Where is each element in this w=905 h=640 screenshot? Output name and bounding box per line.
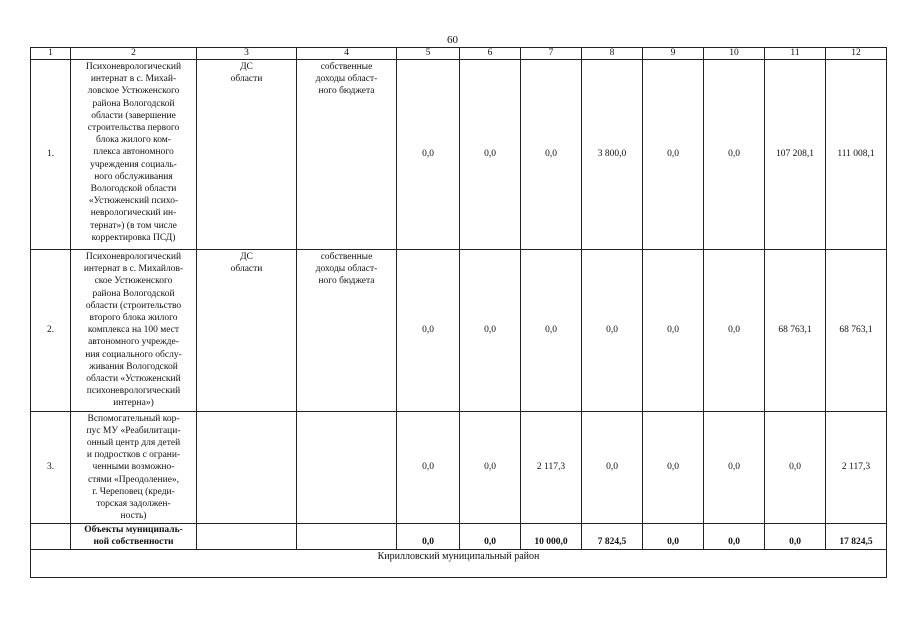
total-value: 0,0 bbox=[397, 524, 460, 550]
header-row bbox=[31, 48, 887, 60]
total-value: 0,0 bbox=[460, 524, 521, 550]
value-cell: 0,0 bbox=[521, 60, 582, 250]
value-cell: 0,0 bbox=[704, 60, 765, 250]
table-row bbox=[31, 250, 887, 412]
header-cell: 9 bbox=[643, 48, 704, 60]
total-value: 0,0 bbox=[704, 524, 765, 550]
funding-source bbox=[297, 411, 397, 524]
budget-table bbox=[30, 47, 887, 578]
customer: ДС области bbox=[197, 250, 297, 412]
customer: ДС области bbox=[197, 60, 297, 250]
header-cell: 3 bbox=[197, 48, 297, 60]
funding-source: собственные доходы област- ного бюджета bbox=[297, 250, 397, 412]
value-cell: 0,0 bbox=[397, 411, 460, 524]
total-value: 0,0 bbox=[643, 524, 704, 550]
header-cell: 12 bbox=[826, 48, 887, 60]
value-cell: 0,0 bbox=[582, 250, 643, 412]
value-cell: 0,0 bbox=[521, 250, 582, 412]
value-cell: 0,0 bbox=[765, 411, 826, 524]
total-row bbox=[31, 524, 887, 550]
header-cell: 5 bbox=[397, 48, 460, 60]
value-cell: 0,0 bbox=[643, 60, 704, 250]
value-cell: 3 800,0 bbox=[582, 60, 643, 250]
total-empty-cell bbox=[197, 524, 297, 550]
value-cell: 0,0 bbox=[704, 411, 765, 524]
section-row bbox=[31, 550, 887, 578]
header-cell: 11 bbox=[765, 48, 826, 60]
value-cell: 0,0 bbox=[397, 250, 460, 412]
value-cell: 111 008,1 bbox=[826, 60, 887, 250]
total-empty-cell bbox=[297, 524, 397, 550]
value-cell: 2 117,3 bbox=[521, 411, 582, 524]
row-index: 3. bbox=[31, 411, 71, 524]
total-value: 7 824,5 bbox=[582, 524, 643, 550]
table-row bbox=[31, 411, 887, 524]
table-row bbox=[31, 60, 887, 250]
header-cell: 1 bbox=[31, 48, 71, 60]
header-cell: 6 bbox=[460, 48, 521, 60]
header-cell: 2 bbox=[71, 48, 197, 60]
value-cell: 68 763,1 bbox=[826, 250, 887, 412]
value-cell: 0,0 bbox=[582, 411, 643, 524]
value-cell: 107 208,1 bbox=[765, 60, 826, 250]
object-name: Вспомогательный кор- пус МУ «Реабилитаци- онный центр для детей и подростков с ограни- ченными возможно- стями «Преодоление», г. Череповец (креди- торская задолжен- ность) bbox=[71, 411, 197, 524]
total-value: 10 000,0 bbox=[521, 524, 582, 550]
value-cell: 0,0 bbox=[643, 411, 704, 524]
customer bbox=[197, 411, 297, 524]
header-cell: 10 bbox=[704, 48, 765, 60]
value-cell: 0,0 bbox=[643, 250, 704, 412]
header-cell: 4 bbox=[297, 48, 397, 60]
total-value: 0,0 bbox=[765, 524, 826, 550]
section-title: Кирилловский муниципальный район bbox=[31, 550, 887, 578]
total-value: 17 824,5 bbox=[826, 524, 887, 550]
object-name: Психоневрологический интернат в с. Михайлов- ское Устюженского района Вологодской области (строительство второго блока жилого комплекса на 100 мест автономного учрежде- ния социального обслу- живания Вологодской области «Устюженский психоневрологический интерна») bbox=[71, 250, 197, 412]
header-cell: 7 bbox=[521, 48, 582, 60]
value-cell: 0,0 bbox=[397, 60, 460, 250]
value-cell: 0,0 bbox=[460, 250, 521, 412]
value-cell: 2 117,3 bbox=[826, 411, 887, 524]
row-index: 1. bbox=[31, 60, 71, 250]
value-cell: 0,0 bbox=[460, 411, 521, 524]
funding-source: собственные доходы област- ного бюджета bbox=[297, 60, 397, 250]
total-index-cell bbox=[31, 524, 71, 550]
object-name: Психоневрологический интернат в с. Михай- ловское Устюженского района Вологодской области (завершение строительства первого блока жилого ком- плекса автономного учреждения социаль- ного обслуживания Вологодской области «Устюженский психо- неврологический ин- тернат») (в том числе корректировка ПСД) bbox=[71, 60, 197, 250]
value-cell: 0,0 bbox=[704, 250, 765, 412]
page-number: 60 bbox=[447, 34, 458, 46]
total-label: Объекты муниципаль- ной собственности bbox=[71, 524, 197, 550]
value-cell: 0,0 bbox=[460, 60, 521, 250]
header-cell: 8 bbox=[582, 48, 643, 60]
row-index: 2. bbox=[31, 250, 71, 412]
value-cell: 68 763,1 bbox=[765, 250, 826, 412]
